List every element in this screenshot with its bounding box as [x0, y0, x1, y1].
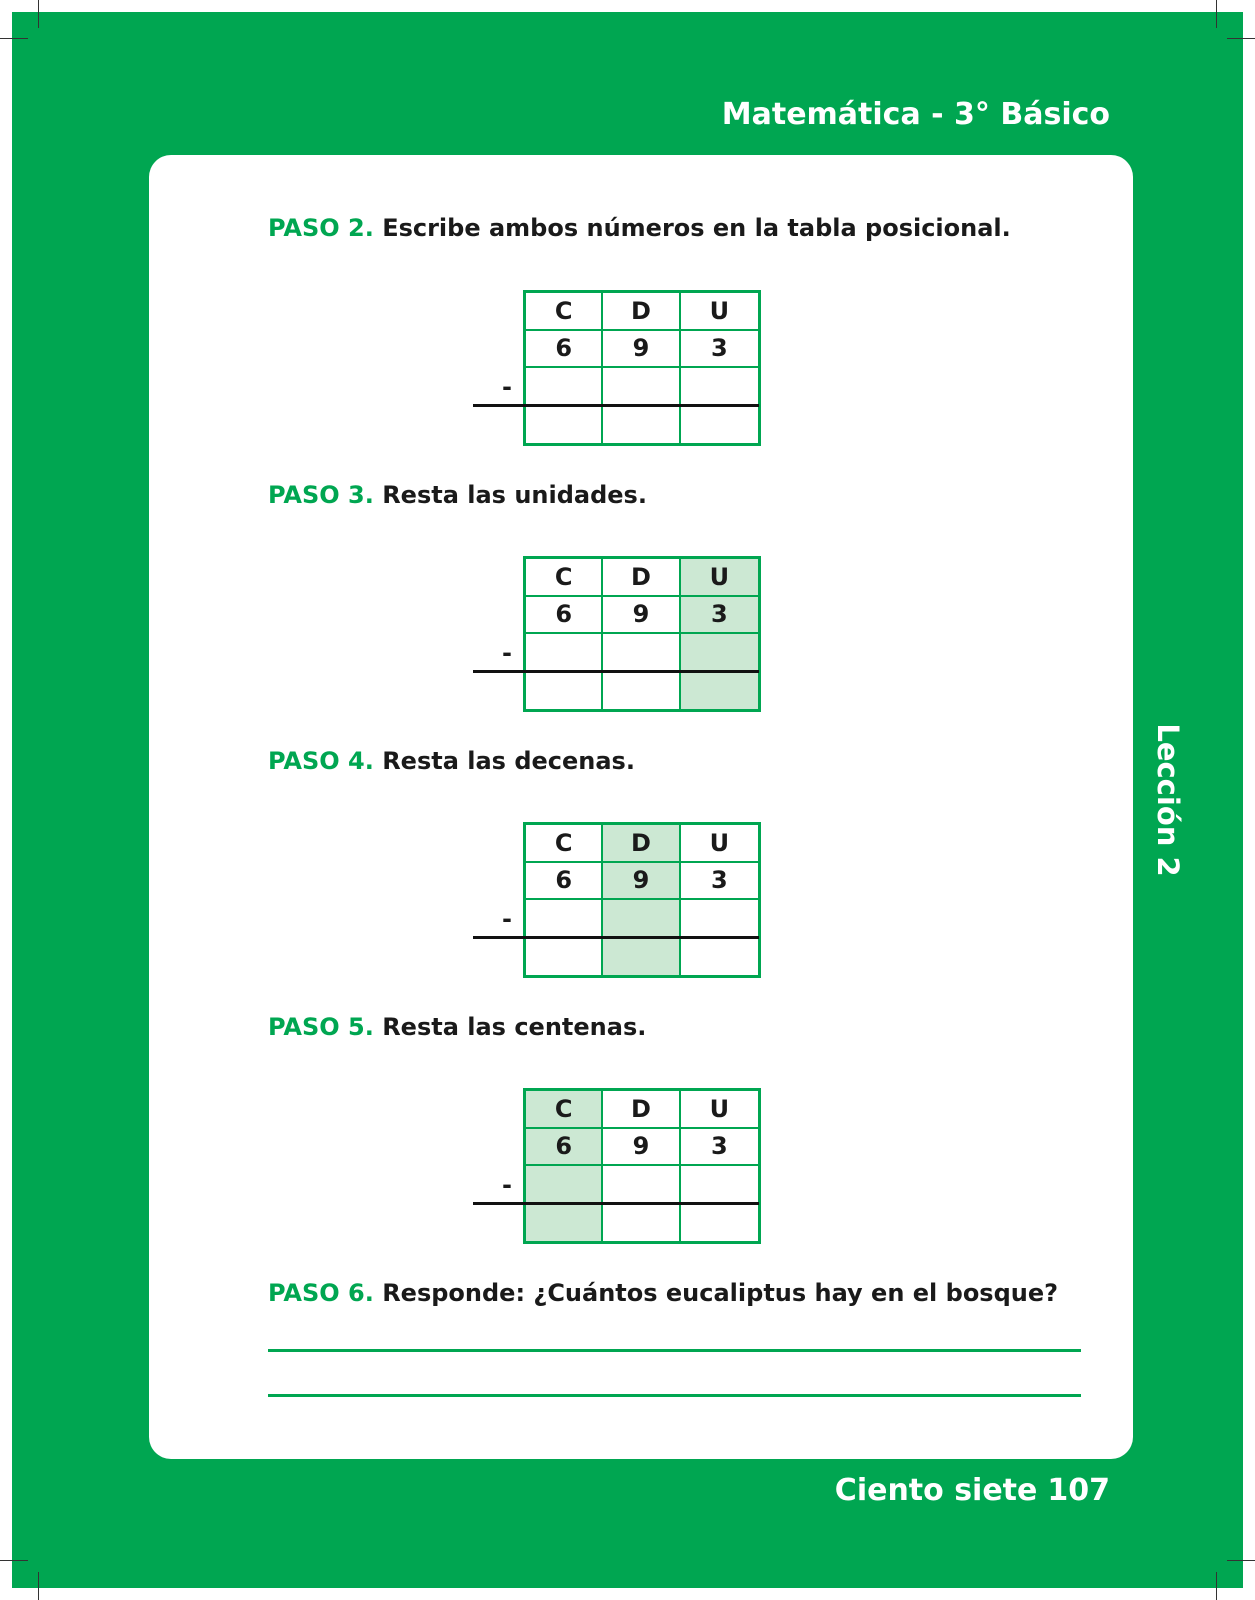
answer-line[interactable]: [268, 1349, 1081, 1352]
step-label: PASO 2.: [268, 214, 374, 242]
crop-mark: [0, 1560, 28, 1561]
step-text: Resta las unidades.: [382, 481, 647, 509]
pv-cell-header-d: D: [603, 293, 680, 331]
lesson-side-label: [1148, 724, 1188, 876]
minus-sign: -: [502, 905, 512, 933]
place-value-table-step-4: [523, 822, 761, 978]
pv-cell-header-u: U: [681, 1091, 758, 1129]
minus-sign: -: [502, 639, 512, 667]
pv-cell-header-u: U: [681, 559, 758, 597]
step-label: PASO 3.: [268, 481, 374, 509]
pv-cell-subtrahend-u[interactable]: [681, 900, 758, 938]
subtraction-rule: [473, 1202, 759, 1205]
pv-cell-subtrahend-d[interactable]: [603, 368, 680, 406]
pv-cell-subtrahend-c[interactable]: [526, 368, 603, 406]
step-label: PASO 4.: [268, 747, 374, 775]
crop-mark: [1216, 0, 1217, 28]
pv-cell-subtrahend-u[interactable]: [681, 368, 758, 406]
step-text: Escribe ambos números en la tabla posicional.: [382, 214, 1011, 242]
pv-cell-subtrahend-u[interactable]: [681, 1166, 758, 1204]
pv-cell-header-u: U: [681, 825, 758, 863]
crop-mark: [1227, 38, 1255, 39]
crop-mark: [1227, 1560, 1255, 1561]
step-text: Resta las decenas.: [382, 747, 635, 775]
pv-cell-minuend-u: 3: [681, 331, 758, 369]
pv-cell-result-d[interactable]: [603, 406, 680, 444]
page-header-title: Matemática - 3° Básico: [721, 97, 1110, 132]
crop-mark: [38, 1572, 39, 1600]
step-label: PASO 5.: [268, 1013, 374, 1041]
pv-cell-result-c[interactable]: [526, 672, 603, 710]
step-5-instruction: [268, 1013, 646, 1041]
pv-cell-subtrahend-u[interactable]: [681, 634, 758, 672]
step-text: Resta las centenas.: [382, 1013, 647, 1041]
pv-cell-minuend-c: 6: [526, 331, 603, 369]
pv-cell-result-c[interactable]: [526, 406, 603, 444]
pv-cell-minuend-d: 9: [603, 863, 680, 901]
pv-cell-subtrahend-c[interactable]: [526, 1166, 603, 1204]
place-value-table-step-3: [523, 556, 761, 712]
step-6-instruction: [268, 1279, 1058, 1307]
pv-cell-minuend-d: 9: [603, 597, 680, 635]
pv-cell-header-c: C: [526, 1091, 603, 1129]
pv-cell-header-d: D: [603, 1091, 680, 1129]
minus-sign: -: [502, 1171, 512, 1199]
pv-cell-minuend-c: 6: [526, 1129, 603, 1167]
pv-cell-header-c: C: [526, 559, 603, 597]
pv-cell-result-u[interactable]: [681, 1204, 758, 1242]
pv-cell-subtrahend-c[interactable]: [526, 634, 603, 672]
pv-cell-result-d[interactable]: [603, 672, 680, 710]
pv-cell-subtrahend-d[interactable]: [603, 634, 680, 672]
pv-cell-subtrahend-c[interactable]: [526, 900, 603, 938]
subtraction-rule: [473, 404, 759, 407]
crop-mark: [38, 0, 39, 28]
pv-cell-result-c[interactable]: [526, 938, 603, 976]
pv-cell-minuend-d: 9: [603, 331, 680, 369]
pv-cell-result-c[interactable]: [526, 1204, 603, 1242]
pv-cell-subtrahend-d[interactable]: [603, 900, 680, 938]
pv-cell-minuend-u: 3: [681, 1129, 758, 1167]
place-value-table-step-2: [523, 290, 761, 446]
pv-cell-header-c: C: [526, 293, 603, 331]
pv-cell-header-d: D: [603, 559, 680, 597]
pv-cell-header-c: C: [526, 825, 603, 863]
pv-cell-minuend-u: 3: [681, 863, 758, 901]
pv-cell-subtrahend-d[interactable]: [603, 1166, 680, 1204]
pv-cell-header-d: D: [603, 825, 680, 863]
pv-cell-result-d[interactable]: [603, 938, 680, 976]
page-number: 107: [1047, 1473, 1110, 1508]
pv-cell-minuend-c: 6: [526, 597, 603, 635]
subtraction-rule: [473, 670, 759, 673]
place-value-table-step-5: [523, 1088, 761, 1244]
step-2-instruction: [268, 214, 1011, 242]
step-label: PASO 6.: [268, 1279, 374, 1307]
step-text: Responde: ¿Cuántos eucaliptus hay en el bosque?: [382, 1279, 1059, 1307]
pv-cell-minuend-d: 9: [603, 1129, 680, 1167]
pv-cell-minuend-c: 6: [526, 863, 603, 901]
pv-cell-minuend-u: 3: [681, 597, 758, 635]
crop-mark: [0, 38, 28, 39]
step-4-instruction: [268, 747, 635, 775]
crop-mark: [1216, 1572, 1217, 1600]
minus-sign: -: [502, 373, 512, 401]
lesson-label-text: Lección 2: [1151, 723, 1185, 877]
pv-cell-result-u[interactable]: [681, 406, 758, 444]
pv-cell-result-u[interactable]: [681, 672, 758, 710]
step-3-instruction: [268, 481, 647, 509]
answer-line[interactable]: [268, 1394, 1081, 1397]
subtraction-rule: [473, 936, 759, 939]
pv-cell-result-d[interactable]: [603, 1204, 680, 1242]
page-footer: [835, 1473, 1110, 1508]
pv-cell-result-u[interactable]: [681, 938, 758, 976]
pv-cell-header-u: U: [681, 293, 758, 331]
page-number-words: Ciento siete: [834, 1473, 1038, 1508]
